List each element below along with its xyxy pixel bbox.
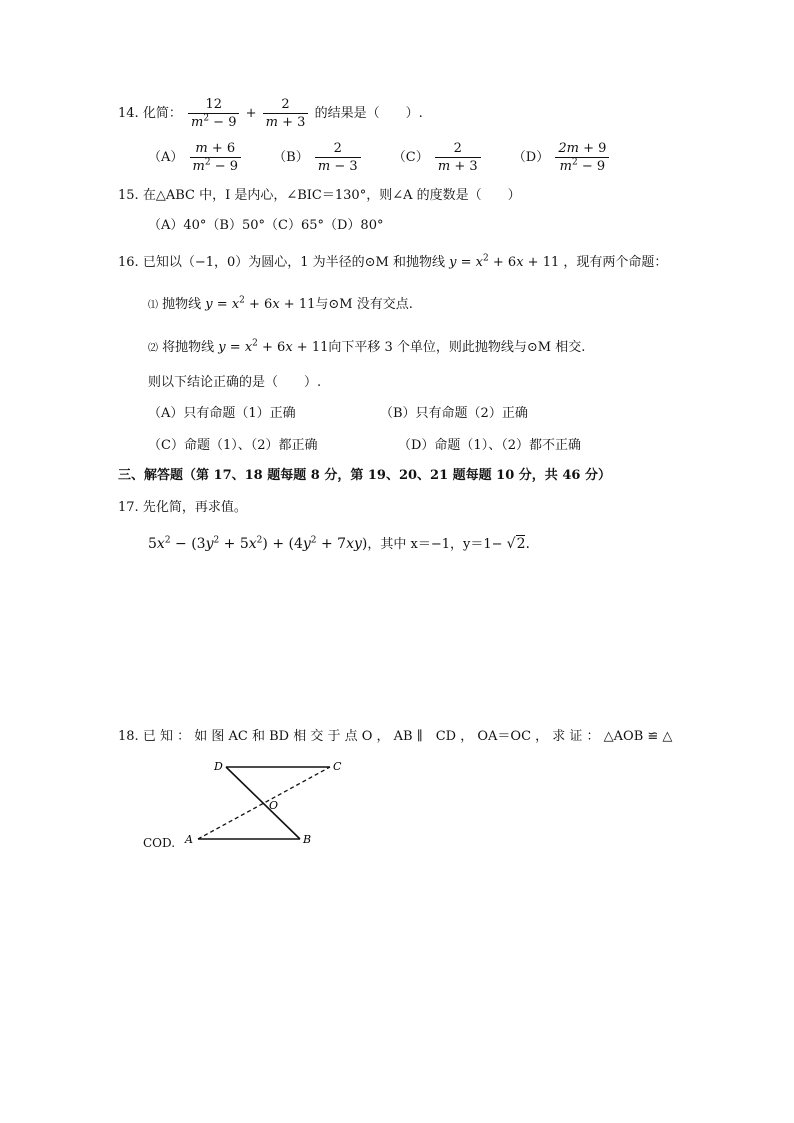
q16-text-a: 已知以（−1，0）为圆心，1 为半径的⊙M 和抛物线 <box>142 255 450 270</box>
q14-number: 14. <box>118 106 139 121</box>
q18-number: 18. <box>118 729 139 744</box>
q17-expression: $5x^2 - (3y^2 + 5x^2) + (4y^2 + 7xy)$ <box>148 535 368 552</box>
q16-conclusion: 则以下结论正确的是（ ）. <box>148 375 322 390</box>
q14-f2-denominator: m + 3 <box>265 115 306 130</box>
q14-option-a: （A） $\frac{m + 6}{m^2 - 9}$ <box>148 140 243 175</box>
q14-option-d: （D） $\frac{2m + 9}{m^2 - 9}$ <box>513 140 612 175</box>
q16-line <box>118 254 667 272</box>
q17-where: ，其中 x＝−1，y＝1− <box>367 537 507 552</box>
q18-line <box>118 728 672 746</box>
q16-option-d: （D）命题（1）、（2）都不正确 <box>398 438 581 453</box>
q17-text: 先化简，再求值。 <box>142 500 247 515</box>
q15-options: （A）40°（B）50°（C）65°（D）80° <box>148 218 384 233</box>
label-b: B <box>303 833 312 846</box>
q18-tail: COD. <box>143 836 176 850</box>
q16-text-b: ，现有两个命题： <box>563 255 668 270</box>
q16-proposition-1 <box>148 296 413 315</box>
q16-p2-text-b: 向下平移 3 个单位，则此抛物线与⊙M 相交. <box>328 340 586 355</box>
q14-prefix: 化简： <box>142 106 182 121</box>
q14-option-c: （C） $\frac{2}{m + 3}$ <box>393 140 483 175</box>
q16-p2-text-a: 将抛物线 <box>162 340 219 355</box>
q16-option-b: （B）只有命题（2）正确 <box>380 406 528 421</box>
q16-p1-marker: ⑴ <box>148 300 158 311</box>
q14-fraction-2 <box>263 96 309 131</box>
q16-proposition-2 <box>148 339 585 358</box>
q14-fraction-1 <box>188 96 240 131</box>
q16-p2-marker: ⑵ <box>148 343 158 354</box>
q14-line <box>118 96 423 131</box>
q14-plus: + <box>245 106 257 121</box>
q18-text: 已 知 ： 如 图 AC 和 BD 相 交 于 点 O ， AB ∥ CD ， OA＝OC ， 求 证 ： △AOB ≌ △ <box>142 729 673 744</box>
q17-expression-line <box>148 535 530 554</box>
label-c: C <box>333 760 342 773</box>
q16-p1-equation: $y = x^2 + 6x + 11$ <box>205 295 316 312</box>
section-3-title: 三、解答题（第 17、18 题每题 8 分，第 19、20、21 题每题 10 分，共 46 分） <box>118 468 611 483</box>
q16-equation: $y = x^2 + 6x + 11$ <box>449 253 560 270</box>
q14-f2-numerator: 2 <box>263 96 309 114</box>
label-a: A <box>185 833 193 846</box>
label-o: O <box>269 799 279 812</box>
q16-number: 16. <box>118 255 139 270</box>
q14-option-b: （B） $\frac{2}{m - 3}$ <box>273 140 362 175</box>
q16-p1-text-b: 与⊙M 没有交点. <box>315 297 413 312</box>
q14-f1-denominator: $m^2 - 9$ <box>190 113 237 130</box>
q14-f1-numerator: 12 <box>188 96 240 114</box>
q17-sqrt: √2 <box>506 536 526 552</box>
q18-figure <box>180 755 340 855</box>
q14-options <box>148 140 611 175</box>
q17-line <box>118 499 247 517</box>
q15-number: 15. <box>118 188 139 203</box>
q16-p1-text-a: 抛物线 <box>162 297 206 312</box>
q14-suffix: 的结果是（ ）. <box>314 106 423 121</box>
q16-p2-equation: $y = x^2 + 6x + 11$ <box>218 338 329 355</box>
label-d: D <box>214 760 223 773</box>
q16-option-c: （C）命题（1）、（2）都正确 <box>148 438 318 453</box>
q16-option-a: （A）只有命题（1）正确 <box>148 406 296 421</box>
q15-line <box>118 187 521 205</box>
q17-period: . <box>525 536 530 552</box>
segment-db <box>226 767 300 839</box>
q15-text: 在△ABC 中，I 是内心，∠BIC＝130°，则∠A 的度数是（ ） <box>142 188 521 203</box>
q17-number: 17. <box>118 500 139 515</box>
